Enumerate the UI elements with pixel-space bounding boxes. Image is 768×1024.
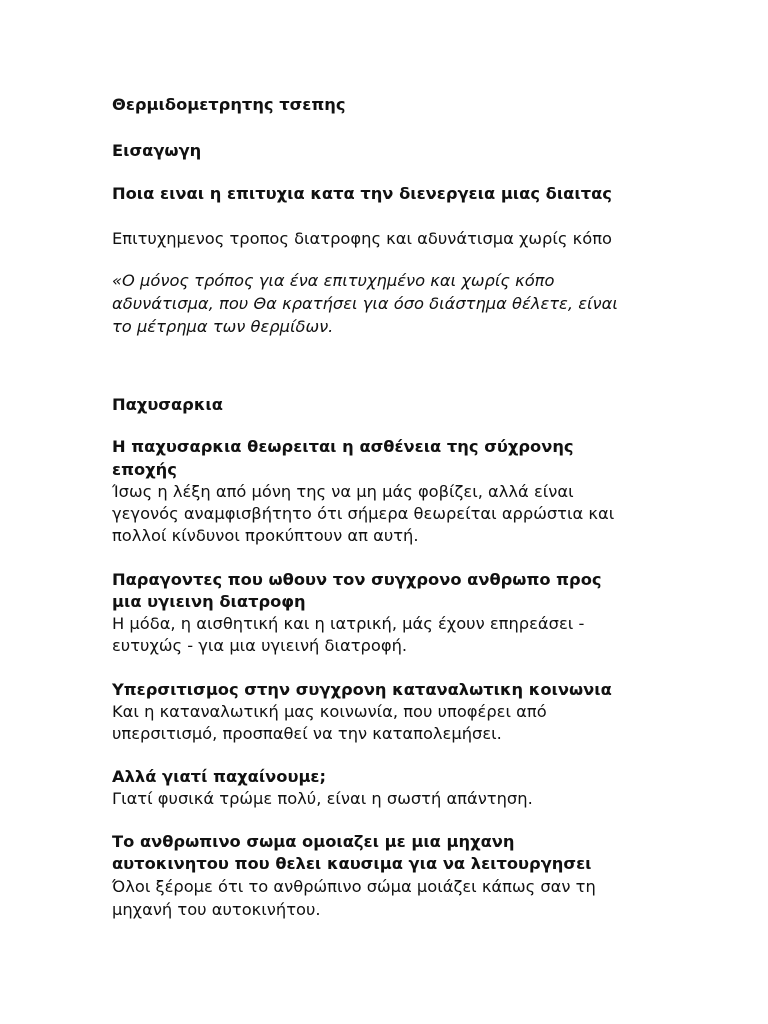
intro-heading: Εισαγωγη: [112, 141, 202, 160]
section-body-line: μηχανή του αυτοκινήτου.: [112, 900, 321, 919]
quote-line: αδυνάτισμα, που Θα κρατήσει για όσο διάστημα θέλετε, είναι: [112, 294, 618, 313]
section-heading: Υπερσιτισμος στην συγχρονη καταναλωτικη κοινωνια: [112, 680, 612, 699]
section-body-line: πολλοί κίνδυνοι προκύπτουν απ αυτή.: [112, 526, 419, 545]
section-heading: Παραγοντες που ωθουν τον συγχρονο ανθρωπο προς: [112, 570, 602, 589]
section-heading: αυτοκινητου που θελει καυσιμα για να λειτουργησει: [112, 854, 592, 873]
section-body-line: υπερσιτισμό, προσπαθεί να την καταπολεμήσει.: [112, 724, 502, 743]
section-body-line: Γιατί φυσικά τρώμε πολύ, είναι η σωστή απάντηση.: [112, 789, 533, 808]
document-title: Θερμιδομετρητης τσεπης: [112, 95, 346, 114]
section-heading: Το ανθρωπινο σωμα ομοιαζει με μια μηχανη: [112, 832, 515, 851]
quote-line: το μέτρημα των θερμίδων.: [112, 317, 334, 336]
section-heading: Αλλά γιατί παχαίνουμε;: [112, 767, 327, 786]
section-body-line: Ίσως η λέξη από μόνη της να μη μάς φοβίζει, αλλά είναι: [112, 482, 574, 501]
intro-subtitle: Επιτυχημενος τροπος διατροφης και αδυνάτισμα χωρίς κόπο: [112, 229, 612, 248]
obesity-heading: Παχυσαρκια: [112, 395, 223, 414]
section-heading: Η παχυσαρκια θεωρειται η ασθένεια της σύχρονης: [112, 437, 574, 456]
intro-question: Ποια ειναι η επιτυχια κατα την διενεργεια μιας διαιτας: [112, 184, 612, 203]
quote-line: «Ο μόνος τρόπος για ένα επιτυχημένο και χωρίς κόπο: [112, 271, 555, 290]
section-body-line: Η μόδα, η αισθητική και η ιατρική, μάς έχουν επηρεάσει -: [112, 614, 585, 633]
section-heading: μια υγιεινη διατροφη: [112, 592, 306, 611]
section-heading: εποχής: [112, 460, 177, 479]
section-body-line: Και η καταναλωτική μας κοινωνία, που υποφέρει από: [112, 702, 547, 721]
section-body-line: ευτυχώς - για μια υγιεινή διατροφή.: [112, 636, 408, 655]
section-body-line: γεγονός αναμφισβήτητο ότι σήμερα θεωρείται αρρώστια και: [112, 504, 615, 523]
section-body-line: Όλοι ξέρομε ότι το ανθρώπινο σώμα μοιάζει κάπως σαν τη: [112, 877, 596, 896]
